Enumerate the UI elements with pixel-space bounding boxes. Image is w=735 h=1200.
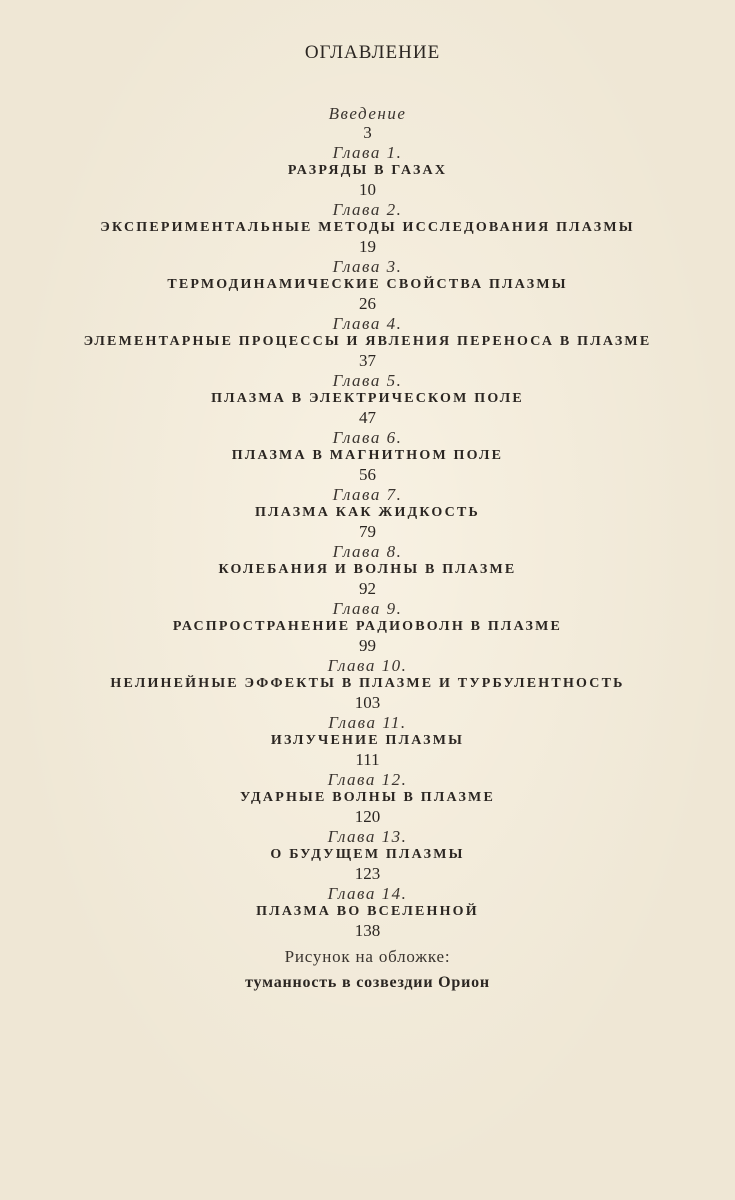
chapter-heading: ПЛАЗМА В ЭЛЕКТРИЧЕСКОМ ПОЛЕ: [211, 391, 524, 406]
chapter-label: Глава 5.: [332, 371, 403, 390]
chapter-heading: ТЕРМОДИНАМИЧЕСКИЕ СВОЙСТВА ПЛАЗМЫ: [167, 277, 568, 292]
toc-entry-chapter-10: [0, 656, 735, 713]
chapter-label: Глава 4.: [332, 314, 403, 333]
chapter-heading: НЕЛИНЕЙНЫЕ ЭФФЕКТЫ В ПЛАЗМЕ И ТУРБУЛЕНТНОСТЬ: [110, 676, 625, 691]
cover-subject: туманность в созвездии Орион: [245, 974, 490, 991]
toc-entry-chapter-14: [0, 884, 735, 941]
chapter-label: Глава 7.: [332, 485, 403, 504]
table-of-contents: [0, 38, 735, 996]
chapter-page-number: 47: [359, 408, 376, 427]
toc-entry-chapter-5: [0, 371, 735, 428]
toc-entry-chapter-3: [0, 257, 735, 314]
toc-entry-chapter-11: [0, 713, 735, 770]
cover-caption: Рисунок на обложке:: [284, 947, 451, 966]
chapter-label: Глава 11.: [328, 713, 407, 732]
chapter-label: Глава 12.: [327, 770, 408, 789]
toc-entry-chapter-12: [0, 770, 735, 827]
chapter-page-number: 37: [359, 351, 376, 370]
introduction-page-number: 3: [363, 123, 372, 142]
chapter-page-number: 26: [359, 294, 376, 313]
chapter-heading: УДАРНЫЕ ВОЛНЫ В ПЛАЗМЕ: [240, 790, 495, 805]
chapter-label: Глава 8.: [332, 542, 403, 561]
chapter-heading: О БУДУЩЕМ ПЛАЗМЫ: [270, 847, 465, 862]
chapter-label: Глава 14.: [327, 884, 408, 903]
toc-entry-chapter-8: [0, 542, 735, 599]
chapter-page-number: 56: [359, 465, 376, 484]
toc-entry-chapter-2: [0, 200, 735, 257]
chapter-label: Глава 6.: [332, 428, 403, 447]
chapter-label: Глава 13.: [327, 827, 408, 846]
chapter-heading: ИЗЛУЧЕНИЕ ПЛАЗМЫ: [270, 733, 465, 748]
chapter-heading: ПЛАЗМА КАК ЖИДКОСТЬ: [255, 505, 480, 520]
chapter-heading: ЭЛЕМЕНТАРНЫЕ ПРОЦЕССЫ И ЯВЛЕНИЯ ПЕРЕНОСА В ПЛАЗМЕ: [83, 334, 652, 349]
chapter-page-number: 103: [354, 693, 381, 712]
chapter-heading: КОЛЕБАНИЯ И ВОЛНЫ В ПЛАЗМЕ: [218, 562, 517, 577]
chapter-label: Глава 10.: [327, 656, 408, 675]
chapter-heading: ЭКСПЕРИМЕНТАЛЬНЫЕ МЕТОДЫ ИССЛЕДОВАНИЯ ПЛАЗМЫ: [100, 220, 635, 235]
introduction-label: Введение: [328, 104, 407, 123]
chapter-page-number: 111: [355, 750, 380, 769]
toc-entry-chapter-4: [0, 314, 735, 371]
toc-entry-chapter-6: [0, 428, 735, 485]
toc-entry-chapter-7: [0, 485, 735, 542]
toc-entry-chapter-13: [0, 827, 735, 884]
chapter-page-number: 19: [359, 237, 376, 256]
cover-credit: [0, 944, 735, 996]
toc-entry-chapter-1: [0, 143, 735, 200]
page-title: ОГЛАВЛЕНИЕ: [304, 42, 441, 63]
chapter-label: Глава 3.: [332, 257, 403, 276]
chapter-page-number: 79: [359, 522, 376, 541]
chapter-heading: ПЛАЗМА В МАГНИТНОМ ПОЛЕ: [231, 448, 504, 463]
chapter-label: Глава 1.: [332, 143, 403, 162]
chapter-label: Глава 9.: [332, 599, 403, 618]
chapter-page-number: 120: [354, 807, 381, 826]
chapter-page-number: 10: [359, 180, 376, 199]
chapter-page-number: 123: [354, 864, 381, 883]
chapter-heading: РАЗРЯДЫ В ГАЗАХ: [287, 163, 448, 178]
toc-entry-introduction: [0, 104, 735, 143]
chapter-label: Глава 2.: [332, 200, 403, 219]
chapter-heading: ПЛАЗМА ВО ВСЕЛЕННОЙ: [256, 904, 479, 919]
chapter-page-number: 99: [359, 636, 376, 655]
chapter-heading: РАСПРОСТРАНЕНИЕ РАДИОВОЛН В ПЛАЗМЕ: [172, 619, 563, 634]
chapter-page-number: 138: [354, 921, 381, 940]
toc-entry-chapter-9: [0, 599, 735, 656]
chapter-page-number: 92: [359, 579, 376, 598]
